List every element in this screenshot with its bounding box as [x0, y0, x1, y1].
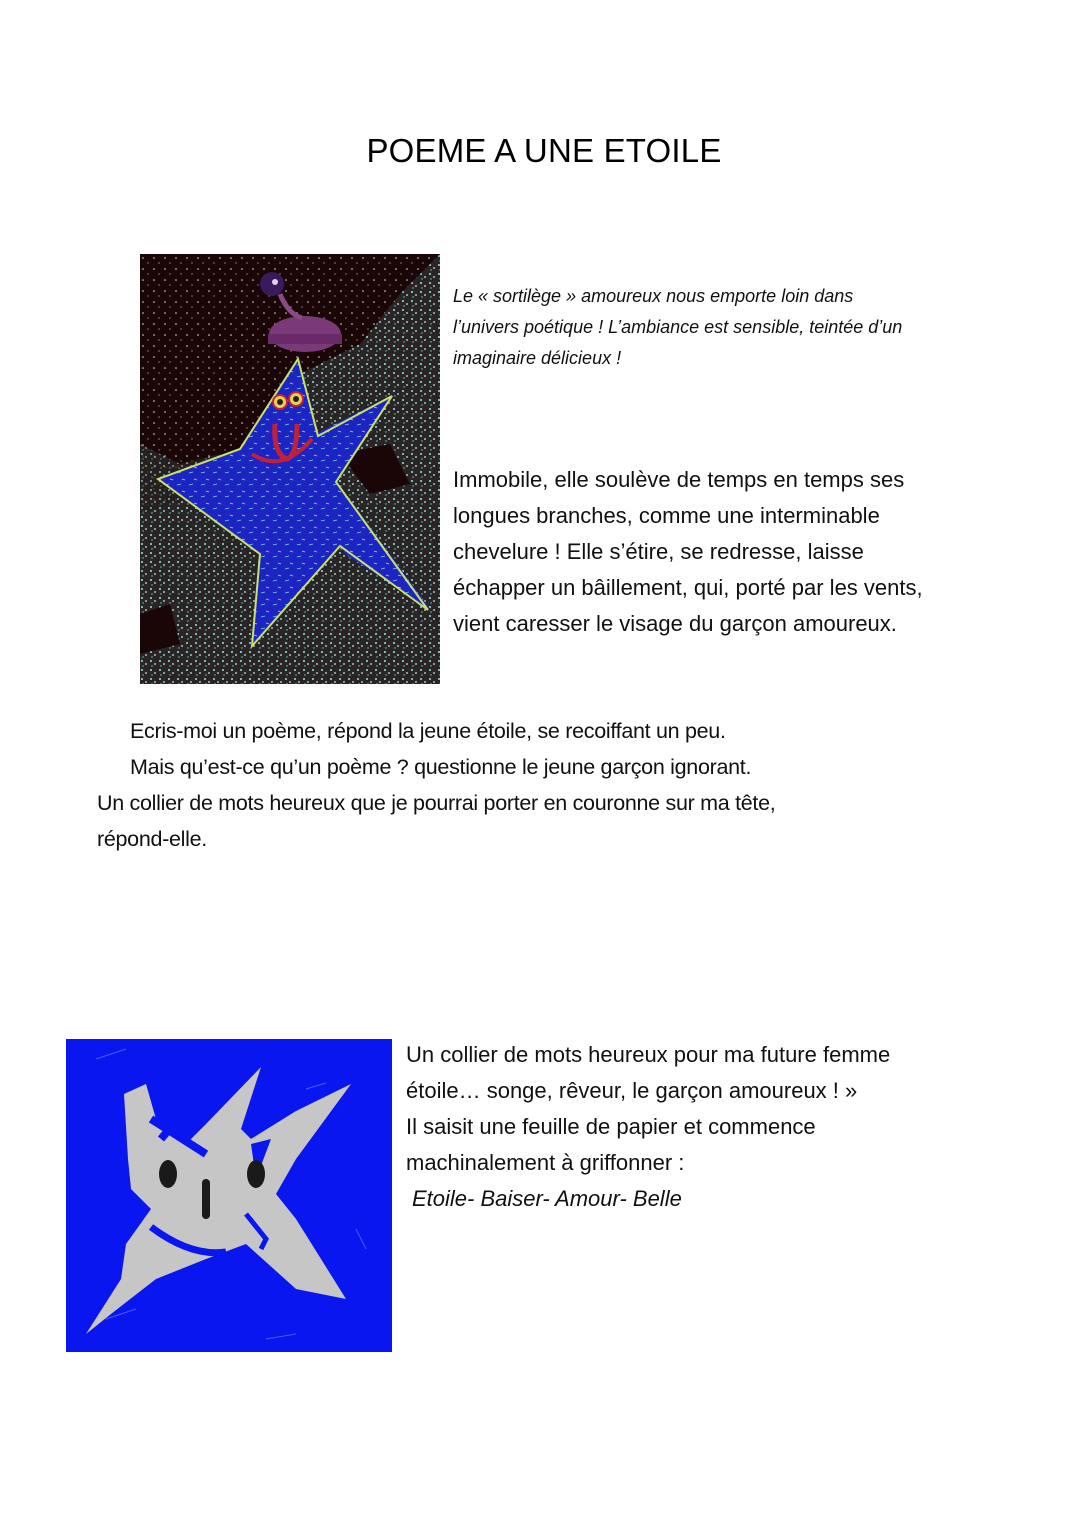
paragraph-line: étoile… songe, rêveur, le garçon amoureux ! » [406, 1078, 858, 1103]
poem-words: Etoile- Baiser- Amour- Belle [412, 1186, 682, 1211]
dialogue-line: Un collier de mots heureux que je pourrai porter en couronne sur ma tête, [97, 791, 776, 815]
intro-line: Le « sortilège » amoureux nous emporte loin dans [453, 286, 854, 306]
dialogue-line: répond-elle. [97, 827, 207, 851]
paragraph-immobile [453, 462, 983, 642]
dialogue-line: Ecris-moi un poème, répond la jeune étoile, se recoiffant un peu. [130, 719, 726, 743]
paragraph-line: machinalement à griffonner : [406, 1150, 685, 1175]
page-title: POEME A UNE ETOILE [366, 132, 722, 169]
star-illustration-2 [66, 1039, 392, 1352]
paragraph-line: Immobile, elle soulève de temps en temps ses [453, 467, 905, 492]
blue-star-drawing-icon [140, 254, 440, 684]
paragraph-line: Il saisit une feuille de papier et commence [406, 1114, 816, 1139]
paragraph-line: Un collier de mots heureux pour ma future femme [406, 1042, 891, 1067]
paragraph-line: longues branches, comme une interminable [453, 503, 880, 528]
paragraph-line: vient caresser le visage du garçon amoureux. [453, 611, 897, 636]
paragraph-line: échapper un bâillement, qui, porté par les vents, [453, 575, 923, 600]
paragraph-line: chevelure ! Elle s’étire, se redresse, laisse [453, 539, 864, 564]
grey-star-drawing-icon [66, 1039, 392, 1352]
intro-line: l’univers poétique ! L’ambiance est sensible, teintée d’un [453, 317, 903, 337]
paragraph-collier [406, 1037, 966, 1217]
dialogue-line: Mais qu’est-ce qu’un poème ? questionne le jeune garçon ignorant. [130, 755, 752, 779]
star-illustration-1 [140, 254, 440, 684]
dialogue-paragraph [97, 713, 917, 857]
intro-line: imaginaire délicieux ! [453, 348, 622, 368]
intro-italic-text [453, 281, 973, 374]
